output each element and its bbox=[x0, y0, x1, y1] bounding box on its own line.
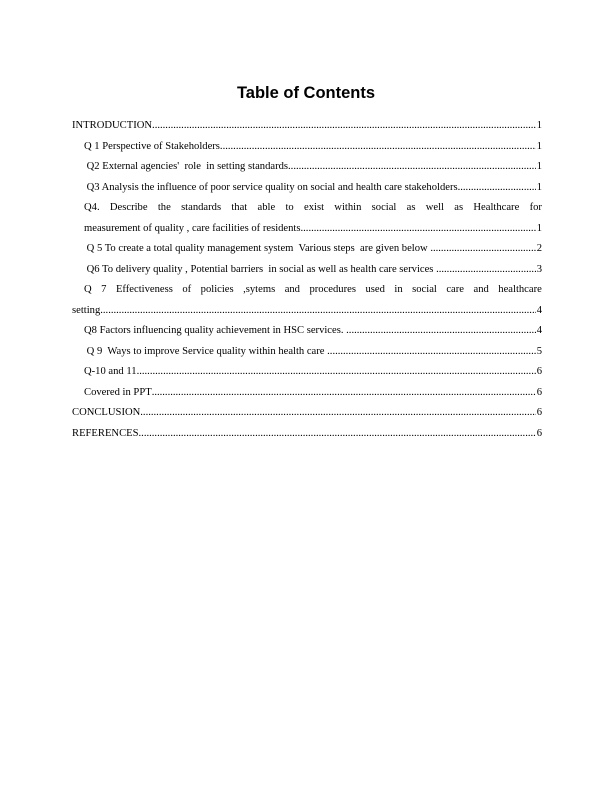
toc-page-number: 2 bbox=[536, 243, 542, 254]
toc-entry-q5[interactable] bbox=[72, 239, 542, 260]
dot-leader bbox=[137, 362, 536, 383]
toc-page-number: 6 bbox=[536, 407, 542, 418]
toc-entry-q4[interactable] bbox=[72, 198, 542, 239]
toc-page-number: 1 bbox=[536, 161, 542, 172]
toc-page-number: 3 bbox=[536, 263, 542, 275]
toc-entry-label: Q 5 To create a total quality management system Various steps are given below bbox=[84, 243, 431, 254]
dot-leader bbox=[436, 260, 536, 281]
toc-entry-introduction[interactable] bbox=[72, 116, 542, 137]
toc-entry-q1[interactable] bbox=[72, 137, 542, 158]
toc-entry-label-line1: Q 7 Effectiveness of policies ,sytems and procedures used in social care and healthcare bbox=[84, 284, 542, 295]
toc-entry-conclusion[interactable] bbox=[72, 403, 542, 424]
toc-page-number: 6 bbox=[536, 386, 542, 398]
toc-entry-q6[interactable] bbox=[72, 260, 542, 281]
toc-entry-label-line2: setting bbox=[72, 304, 101, 316]
toc-entry-label-line1: Q4. Describe the standards that able to exist within social as well as Healthcare for bbox=[84, 202, 542, 213]
toc-entry-q9[interactable] bbox=[72, 342, 542, 363]
table-of-contents bbox=[72, 116, 542, 444]
dot-leader bbox=[458, 178, 536, 199]
toc-entry-label: Q3 Analysis the influence of poor service quality on social and health care stakeholders bbox=[84, 181, 458, 193]
toc-title: Table of Contents bbox=[236, 84, 376, 102]
toc-page-number: 1 bbox=[536, 181, 542, 193]
dot-leader bbox=[288, 157, 536, 178]
toc-entry-q2[interactable] bbox=[72, 157, 542, 178]
dot-leader bbox=[139, 424, 536, 445]
toc-entry-label: Q8 Factors influencing quality achievement in HSC services. bbox=[84, 325, 347, 336]
toc-page-number: 4 bbox=[536, 304, 542, 316]
dot-leader bbox=[301, 219, 536, 240]
toc-page-number: 1 bbox=[536, 222, 542, 234]
toc-entry-label: REFERENCES bbox=[72, 427, 139, 439]
toc-entry-q3[interactable] bbox=[72, 178, 542, 199]
toc-entry-label: Q2 External agencies' role in setting standards bbox=[84, 161, 289, 172]
toc-page-number: 6 bbox=[536, 366, 542, 377]
dot-leader bbox=[140, 403, 535, 424]
toc-page-number: 6 bbox=[536, 427, 542, 439]
dot-leader bbox=[327, 342, 536, 363]
dot-leader bbox=[152, 116, 536, 137]
toc-entry-q10-11[interactable] bbox=[72, 362, 542, 383]
toc-entry-label: INTRODUCTION bbox=[72, 120, 153, 131]
dot-leader bbox=[346, 321, 536, 342]
dot-leader bbox=[430, 239, 535, 260]
toc-entry-label: Q6 To delivery quality , Potential barriers in social as well as health care services bbox=[84, 263, 437, 275]
toc-page-number: 5 bbox=[536, 345, 542, 357]
dot-leader bbox=[220, 137, 536, 158]
toc-entry-label: CONCLUSION bbox=[72, 407, 141, 418]
toc-entry-label-line2: measurement of quality , care facilities of residents bbox=[84, 222, 301, 234]
toc-page-number: 1 bbox=[536, 120, 542, 131]
toc-entry-references[interactable] bbox=[72, 424, 542, 445]
toc-page-number: 4 bbox=[536, 325, 542, 336]
toc-entry-label: Q 9 Ways to improve Service quality within health care bbox=[84, 345, 328, 357]
toc-entry-q7[interactable] bbox=[72, 280, 542, 321]
toc-entry-label: Q-10 and 11 bbox=[84, 366, 137, 377]
toc-entry-label: Q 1 Perspective of Stakeholders bbox=[84, 140, 220, 152]
dot-leader bbox=[100, 301, 535, 322]
dot-leader bbox=[152, 383, 536, 404]
toc-page-number: 1 bbox=[536, 140, 542, 152]
toc-entry-label: Covered in PPT bbox=[84, 386, 152, 398]
toc-entry-covered-in-ppt[interactable] bbox=[72, 383, 542, 404]
toc-entry-q8[interactable] bbox=[72, 321, 542, 342]
